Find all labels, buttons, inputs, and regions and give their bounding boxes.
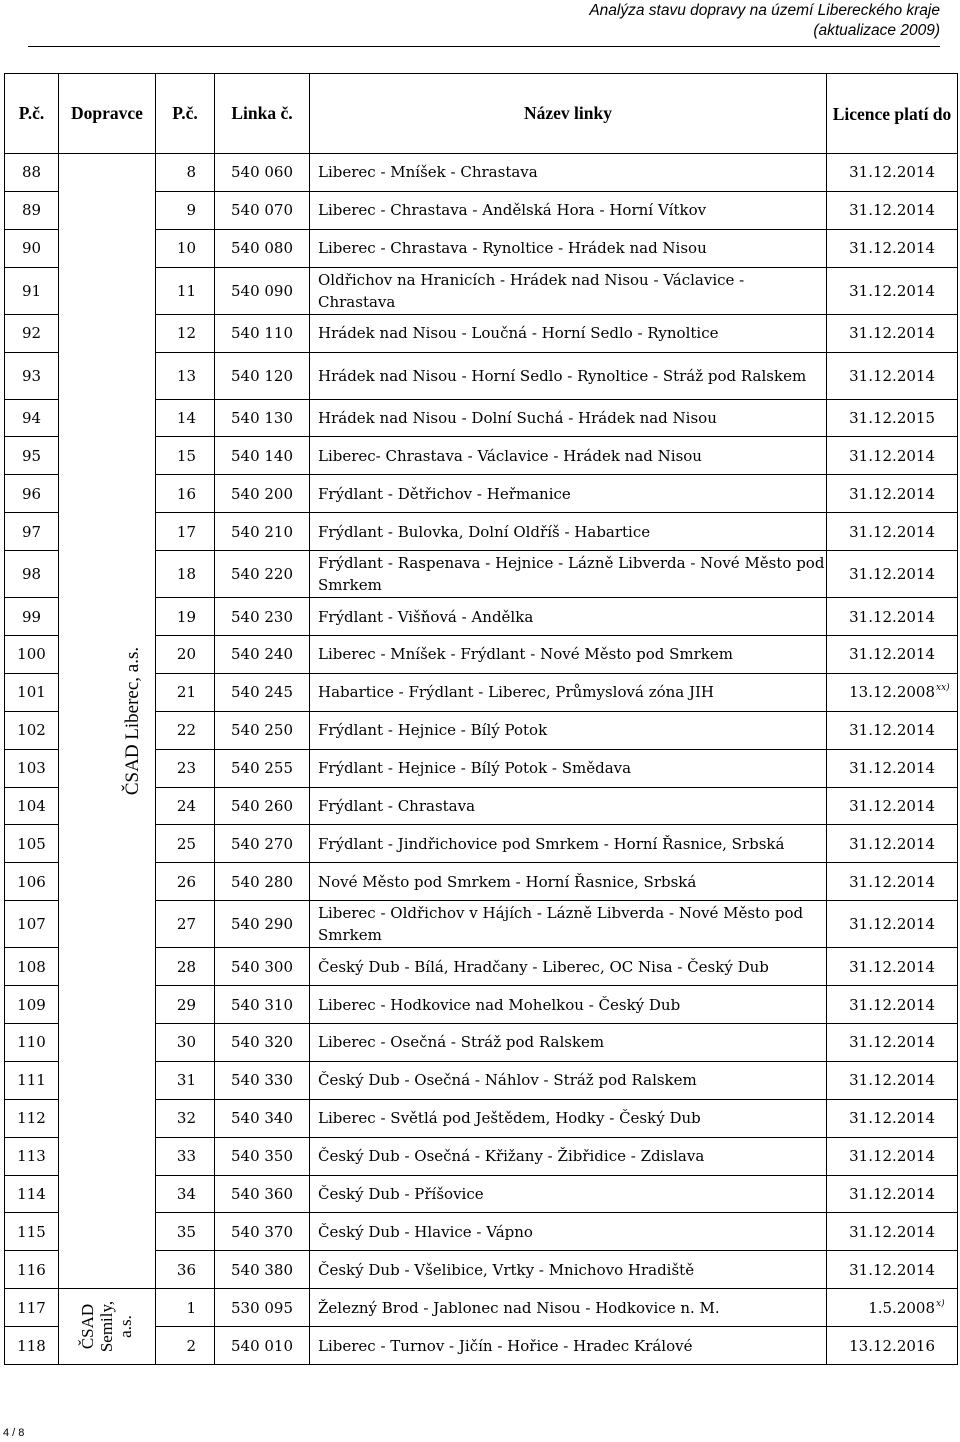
route-name: Frýdlant - Hejnice - Bílý Potok - Smědava [310,749,827,787]
line-sequence: 19 [156,598,215,636]
route-name: Oldřichov na Hranicích - Hrádek nad Nisou - Václavice - Chrastava [310,267,827,314]
line-sequence: 29 [156,986,215,1024]
row-number: 101 [5,673,59,711]
route-name: Český Dub - Bílá, Hradčany - Liberec, OC Nisa - Český Dub [310,948,827,986]
line-code: 540 060 [215,154,310,192]
line-sequence: 15 [156,437,215,475]
line-sequence: 28 [156,948,215,986]
licence-date-value: 31.12.2014 [849,607,935,626]
row-number: 98 [5,551,59,598]
licence-date-value: 31.12.2015 [849,409,935,427]
line-sequence: 27 [156,901,215,948]
row-number: 89 [5,191,59,229]
line-sequence: 32 [156,1099,215,1137]
licence-date [827,636,958,674]
route-name: Frýdlant - Raspenava - Hejnice - Lázně Libverda - Nové Město pod Smrkem [310,551,827,598]
row-number: 108 [5,948,59,986]
route-name: Liberec - Světlá pod Ještědem, Hodky - Český Dub [310,1099,827,1137]
licence-date [827,513,958,551]
line-sequence: 33 [156,1137,215,1175]
licence-date-value: 31.12.2014 [849,1260,935,1279]
line-code: 540 260 [215,787,310,825]
route-name: Železný Brod - Jablonec nad Nisou - Hodkovice n. M. [310,1289,827,1327]
row-number: 88 [5,154,59,192]
licence-date [827,901,958,948]
licence-date [827,749,958,787]
row-number: 91 [5,267,59,314]
line-sequence: 36 [156,1251,215,1289]
row-number: 118 [5,1327,59,1365]
route-name: Český Dub - Osečná - Křižany - Žibřidice - Zdislava [310,1137,827,1175]
licence-date [827,475,958,513]
licence-date [827,1137,958,1175]
line-code: 540 140 [215,437,310,475]
document-header [589,1,940,41]
line-sequence: 21 [156,673,215,711]
document-title: Analýza stavu dopravy na území Libereckého kraje [589,2,940,19]
row-number: 102 [5,711,59,749]
licence-date [827,191,958,229]
line-sequence: 34 [156,1175,215,1213]
document-subtitle: (aktualizace 2009) [813,22,940,39]
line-sequence: 11 [156,267,215,314]
row-number: 109 [5,986,59,1024]
licence-date-value: 31.12.2014 [849,522,935,541]
route-name: Frýdlant - Chrastava [310,787,827,825]
row-number: 97 [5,513,59,551]
line-sequence: 8 [156,154,215,192]
licence-date-value: 31.12.2014 [849,759,935,778]
line-sequence: 24 [156,787,215,825]
line-sequence: 14 [156,399,215,437]
row-number: 106 [5,863,59,901]
licence-date-value: 31.12.2014 [849,1185,935,1204]
line-sequence: 20 [156,636,215,674]
licence-date-value: 31.12.2014 [849,201,935,220]
route-name: Liberec - Mníšek - Chrastava [310,154,827,192]
licence-date-value: 31.12.2014 [849,163,935,182]
licence-date [827,1289,958,1327]
row-number: 96 [5,475,59,513]
row-number: 117 [5,1289,59,1327]
licence-date [827,711,958,749]
row-number: 114 [5,1175,59,1213]
row-number: 104 [5,787,59,825]
row-number: 112 [5,1099,59,1137]
route-name: Frýdlant - Bulovka, Dolní Oldříš - Habartice [310,513,827,551]
line-code: 540 245 [215,673,310,711]
route-name: Frýdlant - Dětřichov - Heřmanice [310,475,827,513]
licence-date-value: 31.12.2014 [849,565,935,584]
line-sequence: 25 [156,825,215,863]
col-header-licence: Licence platí do [827,74,958,154]
route-name: Frýdlant - Jindřichovice pod Smrkem - Horní Řasnice, Srbská [310,825,827,863]
licence-date [827,1213,958,1251]
carrier-name-semily [78,1301,135,1352]
line-code: 540 360 [215,1175,310,1213]
licence-date-value: 31.12.2014 [849,484,935,503]
line-sequence: 13 [156,352,215,399]
line-code: 540 340 [215,1099,310,1137]
licence-date [827,1175,958,1213]
row-number: 90 [5,229,59,267]
route-name: Český Dub - Hlavice - Vápno [310,1213,827,1251]
line-code: 540 080 [215,229,310,267]
licence-date-value: 31.12.2014 [849,1109,935,1128]
line-code: 540 240 [215,636,310,674]
line-sequence: 26 [156,863,215,901]
line-sequence: 10 [156,229,215,267]
line-code: 540 290 [215,901,310,948]
line-sequence: 35 [156,1213,215,1251]
carrier-name: ČSAD Liberec, a.s. [122,646,144,796]
line-sequence: 23 [156,749,215,787]
route-name: Liberec- Chrastava - Václavice - Hrádek nad Nisou [310,437,827,475]
licence-date [827,314,958,352]
carrier-cell-semily [59,1289,156,1365]
licence-date [827,863,958,901]
row-number: 111 [5,1061,59,1099]
line-sequence: 1 [156,1289,215,1327]
line-code: 540 280 [215,863,310,901]
line-sequence: 17 [156,513,215,551]
licence-date-value: 31.12.2014 [849,1071,935,1090]
licence-date [827,399,958,437]
licence-date [827,229,958,267]
licence-date-value: 31.12.2014 [849,645,935,664]
line-code: 540 120 [215,352,310,399]
route-name: Frýdlant - Hejnice - Bílý Potok [310,711,827,749]
line-code: 540 310 [215,986,310,1024]
carrier-name-line: Semily, [97,1300,117,1353]
licence-date-value: 31.12.2014 [849,995,935,1014]
route-name: Český Dub - Osečná - Náhlov - Stráž pod Ralskem [310,1061,827,1099]
route-name: Liberec - Oldřichov v Hájích - Lázně Libverda - Nové Město pod Smrkem [310,901,827,948]
route-name: Habartice - Frýdlant - Liberec, Průmyslová zóna JIH [310,673,827,711]
route-name: Liberec - Osečná - Stráž pod Ralskem [310,1024,827,1062]
licence-date-value: 31.12.2014 [849,366,935,385]
route-name: Frýdlant - Višňová - Andělka [310,598,827,636]
line-code: 540 255 [215,749,310,787]
route-name: Hrádek nad Nisou - Loučná - Horní Sedlo - Rynoltice [310,314,827,352]
licence-date [827,1327,958,1365]
line-sequence: 2 [156,1327,215,1365]
licence-date [827,948,958,986]
licence-date [827,154,958,192]
row-number: 107 [5,901,59,948]
row-number: 105 [5,825,59,863]
licence-date-value: 31.12.2014 [849,281,935,300]
route-name: Liberec - Mníšek - Frýdlant - Nové Město pod Smrkem [310,636,827,674]
row-number: 115 [5,1213,59,1251]
licence-date-value: 31.12.2014 [849,1033,935,1052]
licence-date [827,352,958,399]
row-number: 94 [5,399,59,437]
line-sequence: 16 [156,475,215,513]
row-number: 100 [5,636,59,674]
line-code: 540 230 [215,598,310,636]
line-code: 540 330 [215,1061,310,1099]
line-sequence: 9 [156,191,215,229]
licence-date-value: 13.12.2016 [849,1336,935,1355]
route-name: Český Dub - Příšovice [310,1175,827,1213]
licence-date [827,825,958,863]
line-sequence: 31 [156,1061,215,1099]
licence-date-value: 31.12.2014 [849,957,935,976]
row-number: 116 [5,1251,59,1289]
route-name: Český Dub - Všelibice, Vrtky - Mnichovo Hradiště [310,1251,827,1289]
licence-date [827,1061,958,1099]
route-name: Hrádek nad Nisou - Horní Sedlo - Rynoltice - Stráž pod Ralskem [310,352,827,399]
licence-date-value: 1.5.2008 [868,1298,935,1317]
line-code: 540 350 [215,1137,310,1175]
row-number: 113 [5,1137,59,1175]
licence-date-value: 31.12.2014 [849,915,935,934]
line-sequence: 12 [156,314,215,352]
route-name: Liberec - Chrastava - Rynoltice - Hrádek nad Nisou [310,229,827,267]
line-code: 540 070 [215,191,310,229]
licence-date-value: 31.12.2014 [849,239,935,258]
footnote-mark: x) [936,1298,945,1309]
route-name: Liberec - Hodkovice nad Mohelkou - Český Dub [310,986,827,1024]
licence-date-value: 31.12.2014 [849,797,935,816]
line-code: 540 300 [215,948,310,986]
table-body [5,154,958,1365]
table-row [5,1289,958,1327]
line-sequence: 30 [156,1024,215,1062]
line-code: 540 130 [215,399,310,437]
line-sequence: 22 [156,711,215,749]
licence-date-value: 31.12.2014 [849,872,935,891]
licence-date [827,598,958,636]
line-code: 540 010 [215,1327,310,1365]
line-code: 530 095 [215,1289,310,1327]
header-rule [28,46,940,47]
licence-date [827,267,958,314]
line-code: 540 370 [215,1213,310,1251]
licence-date-value: 31.12.2014 [849,446,935,465]
line-code: 540 270 [215,825,310,863]
carrier-cell-liberec [59,154,156,1289]
licence-date [827,551,958,598]
page-number: 4 / 8 [3,1427,25,1439]
row-number: 93 [5,352,59,399]
col-header-route-name: Název linky [310,74,827,154]
licence-date [827,437,958,475]
col-header-carrier: Dopravce [59,74,156,154]
licence-date-value: 31.12.2014 [849,1222,935,1241]
col-header-pc2: P.č. [156,74,215,154]
row-number: 95 [5,437,59,475]
licence-date-value: 31.12.2014 [849,324,935,343]
route-name: Hrádek nad Nisou - Dolní Suchá - Hrádek nad Nisou [310,399,827,437]
licence-date [827,1024,958,1062]
line-code: 540 110 [215,314,310,352]
line-code: 540 250 [215,711,310,749]
licence-date-value: 13.12.2008 [849,683,935,702]
col-header-pc: P.č. [5,74,59,154]
route-name: Liberec - Chrastava - Andělská Hora - Horní Vítkov [310,191,827,229]
licence-date-value: 31.12.2014 [849,721,935,740]
row-number: 92 [5,314,59,352]
licence-date [827,673,958,711]
line-code: 540 090 [215,267,310,314]
line-code: 540 320 [215,1024,310,1062]
licence-date-value: 31.12.2014 [849,834,935,853]
route-name: Liberec - Turnov - Jičín - Hořice - Hradec Králové [310,1327,827,1365]
line-code: 540 220 [215,551,310,598]
row-number: 99 [5,598,59,636]
licence-date [827,1251,958,1289]
licence-date [827,986,958,1024]
line-sequence: 18 [156,551,215,598]
route-name: Nové Město pod Smrkem - Horní Řasnice, Srbská [310,863,827,901]
row-number: 103 [5,749,59,787]
licence-date [827,787,958,825]
licence-date-value: 31.12.2014 [849,1147,935,1166]
licence-date [827,1099,958,1137]
footnote-mark: xx) [936,683,950,694]
table-row [5,154,958,192]
routes-table [4,73,958,1365]
row-number: 110 [5,1024,59,1062]
carrier-name-line: ČSAD [78,1303,98,1350]
table-header-row [5,74,958,154]
line-code: 540 210 [215,513,310,551]
line-code: 540 200 [215,475,310,513]
line-code: 540 380 [215,1251,310,1289]
carrier-name-line: a.s. [116,1315,136,1338]
col-header-line: Linka č. [215,74,310,154]
